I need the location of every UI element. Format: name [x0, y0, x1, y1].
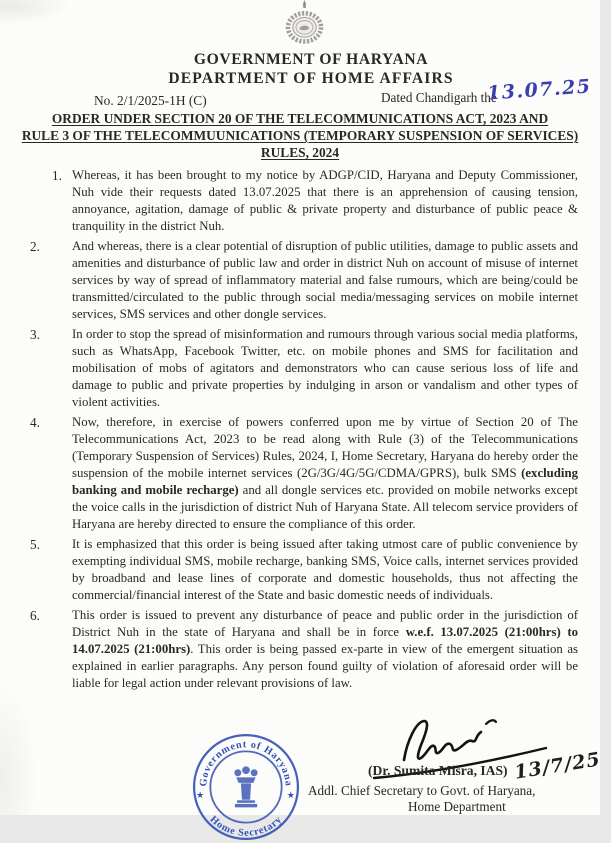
text-segment: It is emphasized that this order is being issued after taking utmost care of public convenience by exempting individual SMS, mobile recharge, banking SMS, Voice calls, internet services provided by broadband and lease lines of corporate and domestic households, thus not affecting the commercial/financial interest of the State and basic domestic needs of individuals.	[72, 537, 578, 602]
signature-date-handwritten: 13/7/25	[512, 748, 603, 784]
government-line: GOVERNMENT OF HARYANA	[193, 51, 429, 68]
date-label: Dated Chandigarh the	[381, 90, 497, 105]
order-title-line-3: RULES, 2024	[260, 145, 340, 160]
paragraph-number: 6.	[30, 608, 40, 623]
text-segment: . This order is being passed ex-parte in view of the emergent situation as explained in earlier paragraphs. Any person found guilty of violation of aforesaid order will be liable for legal action under relevant provisions of law.	[72, 642, 578, 690]
haryana-state-emblem-icon	[281, 0, 328, 49]
signatory-department: Home Department	[408, 799, 506, 814]
text-segment: Now, therefore, in exercise of powers conferred upon me by virtue of Section 20 of The Telecommunications Act, 2023 to be read along with Rule (3) of the Telecommunications (Temporary Suspension of Services) Rules, 2024, I, Home Secretary, Haryana do hereby order the suspension of the mobile internet services (2G/3G/4G/5G/CDMA/GPRS), bulk SMS	[72, 415, 578, 480]
order-title-line-2: RULE 3 OF THE TELECOMMUUNICATIONS (TEMPORARY SUSPENSION OF SERVICES)	[21, 128, 579, 143]
order-body	[28, 167, 578, 695]
order-paragraph-4	[28, 414, 578, 533]
paragraph-text	[72, 238, 578, 323]
department-line: DEPARTMENT OF HOME AFFAIRS	[168, 70, 454, 87]
order-title-line-1: ORDER UNDER SECTION 20 OF THE TELECOMMUNICATIONS ACT, 2023 AND	[51, 111, 549, 126]
text-segment: In order to stop the spread of misinformation and rumours through various social media platforms, such as WhatsApp, Facebook Twitter, etc. on mobile phones and SMS for facilitation and mobilisation of mobs of agitators and demonstrators who can cause serious loss of life and damage to public and private properties by indulging in arson or vandalism and other types of violent activities.	[72, 327, 578, 409]
order-paragraph-1	[28, 167, 578, 235]
text-segment: Whereas, it has been brought to my notice by ADGP/CID, Haryana and Deputy Commissioner, Nuh vide their requests dated 13.07.2025 that there is an apprehension of causing tension, annoyance, agitation, damage of public & private property and disturbance of public peace & tranquility in the district Nuh.	[72, 168, 578, 233]
signatory-designation: Addl. Chief Secretary to Govt. of Haryana,	[308, 783, 536, 798]
ashoka-capital-icon	[234, 766, 257, 807]
order-paragraph-2	[28, 238, 578, 323]
order-paragraph-3	[28, 326, 578, 411]
stamp-star-left-icon: ★	[196, 790, 205, 801]
paragraph-number: 4.	[30, 415, 40, 430]
stamp-arc-top-text: Government of Haryana	[198, 739, 294, 788]
paragraph-number: 2.	[30, 239, 40, 254]
text-segment-bold: w.e.f. 13.07.2025 (21:00hrs) to 14.07.2025 (21:00hrs)	[72, 625, 578, 656]
paragraph-text	[72, 167, 578, 235]
paragraph-number: 5.	[30, 537, 40, 552]
order-paragraph-6	[28, 607, 578, 692]
order-title	[0, 110, 600, 161]
signatory-name: (Dr. Sumita Misra, IAS)	[368, 763, 508, 778]
stamp-arc-bottom-text: Home Secretary	[207, 814, 285, 839]
stamp-star-right-icon: ★	[286, 790, 295, 801]
svg-text:Home Secretary	[208, 814, 285, 839]
reference-number: No. 2/1/2025-1H (C)	[94, 93, 207, 108]
paragraph-number: 1.	[52, 168, 62, 183]
office-stamp-icon	[190, 731, 302, 843]
text-segment: And whereas, there is a clear potential of disruption of public utilities, damage to public assets and amenities and disturbance of public law and order in district Nuh on account of misuse of internet services by way of spread of inflammatory material and false rumours, which are being/could be transmitted/circulated to the public through social media/messaging services on mobile internet services, SMS services and other dongle services.	[72, 239, 578, 321]
text-segment-bold: (excluding banking and mobile recharge)	[72, 466, 578, 497]
handwritten-date: 13.07.25	[486, 75, 593, 105]
order-paragraph-5	[28, 536, 578, 604]
text-segment: and all dongle services etc. provided on mobile networks except the voice calls in the jurisdiction of district Nuh of Haryana State. All telecom service providers of Haryana are hereby directed to ensure the compliance of this order.	[72, 483, 578, 531]
paragraph-text	[72, 326, 578, 411]
paragraph-text	[72, 536, 578, 604]
text-segment: This order is issued to prevent any disturbance of peace and public order in the jurisdiction of District Nuh in the state of Haryana and shall be in force	[72, 608, 578, 639]
paragraph-text	[72, 607, 578, 692]
paragraph-text	[72, 414, 578, 533]
paragraph-number: 3.	[30, 327, 40, 342]
